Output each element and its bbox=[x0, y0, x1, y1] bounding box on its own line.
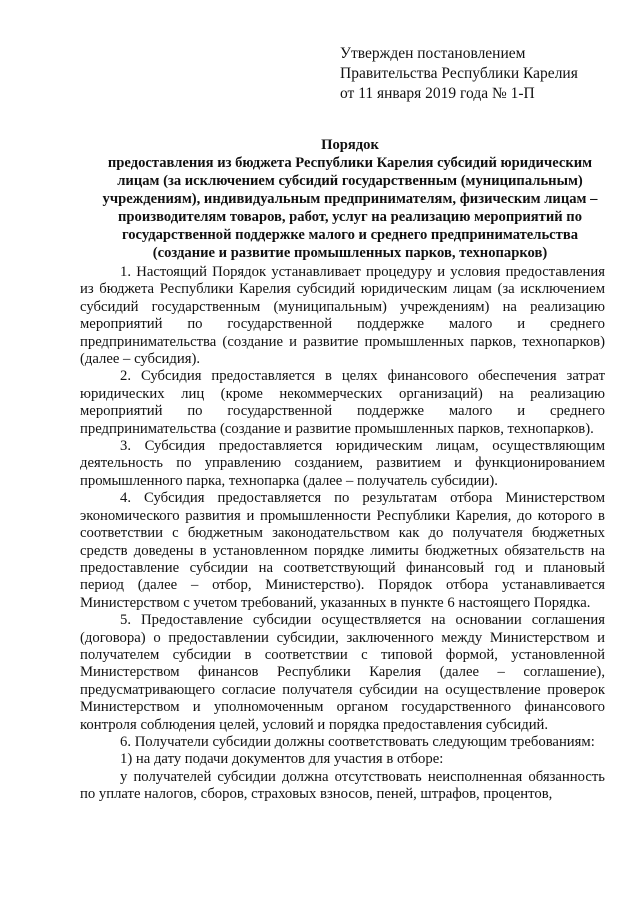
paragraph-6-1-text: у получателей субсидии должна отсутствовать неисполненная обязанность по уплате налогов, сборов, страховых взносов, пеней, штрафов, процентов, bbox=[80, 768, 605, 803]
document-title bbox=[80, 136, 620, 262]
paragraph-3: 3. Субсидия предоставляется юридическим лицам, осуществляющим деятельность по управлению созданием, развитием и функционированием промышленного парка, технопарка (далее – получатель субсидии). bbox=[80, 438, 605, 489]
approval-stamp bbox=[340, 44, 630, 104]
approval-line-1: Утвержден постановлением bbox=[340, 45, 526, 62]
title-line: (создание и развитие промышленных парков, технопарков) bbox=[152, 245, 548, 261]
approval-line-2: Правительства Республики Карелия bbox=[340, 65, 578, 82]
title-line: учреждениям), индивидуальным предпринимателям, физическим лицам – bbox=[102, 191, 598, 207]
document-body bbox=[80, 264, 605, 804]
paragraph-6-1: 1) на дату подачи документов для участия в отборе: bbox=[120, 751, 444, 768]
title-line: лицам (за исключением субсидий государственным (муниципальным) bbox=[117, 173, 583, 189]
approval-line-3: от 11 января 2019 года № 1-П bbox=[340, 85, 535, 102]
paragraph-5: 5. Предоставление субсидии осуществляется на основании соглашения (договора) о предоставлении субсидии, заключенного между Министерством и получателем субсидии в соответствии с типовой формой, установленной Министерством финансов Республики Карелия (далее – соглашение), предусматривающего согласие получателя субсидии на осуществление проверок Министерством и уполномоченным органом государственного финансового контроля соблюдения целей, условий и порядка предоставления субсидий. bbox=[80, 612, 605, 733]
paragraph-2: 2. Субсидия предоставляется в целях финансового обеспечения затрат юридических лиц (кроме некоммерческих организаций) на реализацию мероприятий по государственной поддержке малого и среднего предпринимательства (создание и развитие промышленных парков, технопарков). bbox=[80, 368, 605, 437]
title-line: государственной поддержке малого и среднего предпринимательства bbox=[121, 227, 579, 243]
paragraph-4: 4. Субсидия предоставляется по результатам отбора Министерством экономического развития и промышленности Республики Карелия, до которого в соответствии с бюджетным законодательством как до получателя бюджетных средств доведены в установленном порядке лимиты бюджетных обязательств на предоставление субсидии на соответствующий финансовый год и плановый период (далее – отбор, Министерство). Порядок отбора устанавливается Министерством с учетом требований, указанных в пункте 6 настоящего Порядка. bbox=[80, 490, 605, 611]
title-line: предоставления из бюджета Республики Карелия субсидий юридическим bbox=[107, 155, 593, 171]
title-heading: Порядок bbox=[321, 137, 379, 153]
paragraph-1: 1. Настоящий Порядок устанавливает процедуру и условия предоставления из бюджета Республики Карелия субсидий юридическим лицам (за исключением субсидий государственным (муниципальным) учреждениям) на реализацию мероприятий по государственной поддержке малого и среднего предпринимательства (создание и развитие промышленных парков, технопарков) (далее – субсидия). bbox=[80, 264, 605, 368]
title-line: производителям товаров, работ, услуг на реализацию мероприятий по bbox=[118, 209, 582, 225]
paragraph-6: 6. Получатели субсидии должны соответствовать следующим требованиям: bbox=[120, 733, 595, 750]
